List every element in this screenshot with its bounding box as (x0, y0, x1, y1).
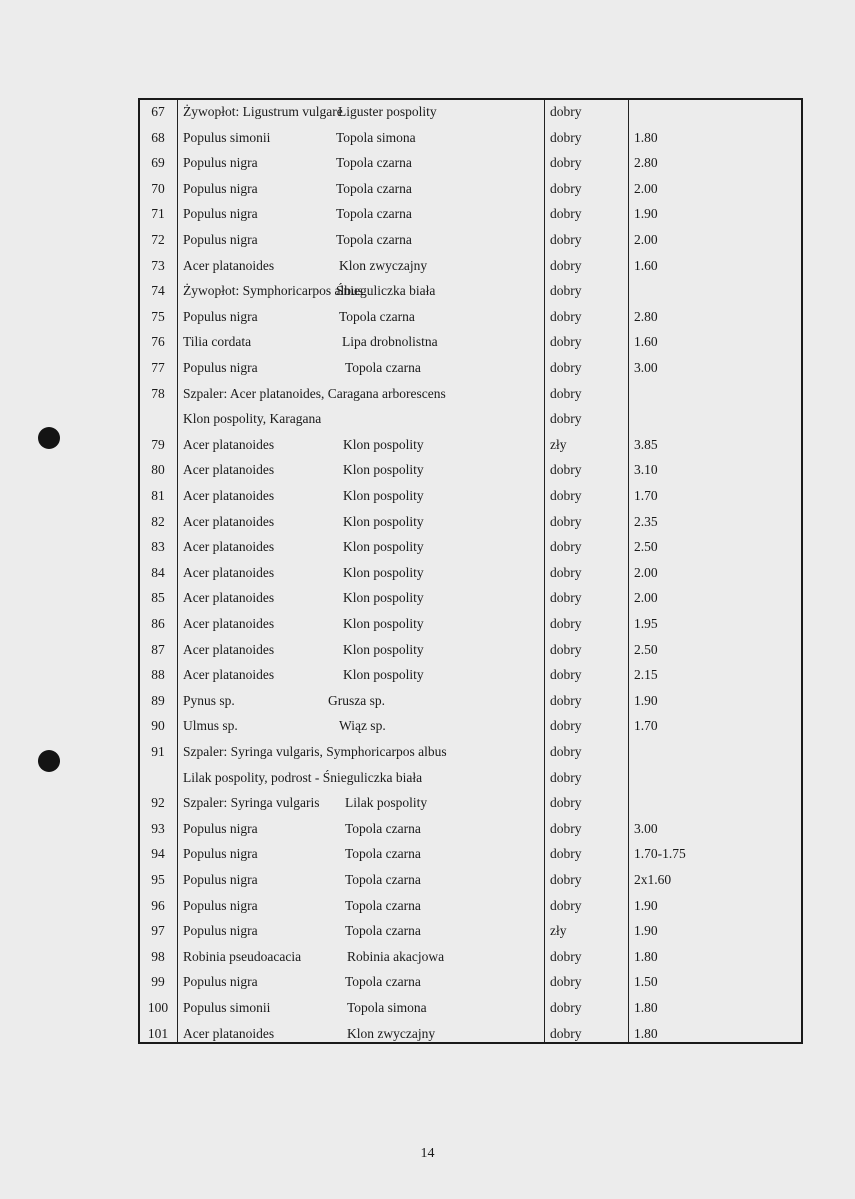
cell-condition: dobry (550, 180, 582, 196)
cell-condition: dobry (550, 411, 582, 427)
cell-latin-name: Klon pospolity, Karagana (183, 411, 322, 427)
cell-size: 1.95 (634, 616, 658, 631)
cell-number: 72 (151, 232, 165, 247)
cell-polish-name: Klon pospolity (343, 564, 424, 580)
cell-polish-name: Śnieguliczka biała (336, 283, 436, 299)
cell-latin-name: Szpaler: Syringa vulgaris, Symphoricarpos albus (183, 744, 447, 759)
cell-polish-name: Topola simona (336, 129, 416, 145)
cell-condition: dobry (550, 897, 582, 913)
table-row (140, 509, 801, 535)
table-row (140, 816, 801, 842)
cell-polish-name: Topola czarna (345, 820, 421, 836)
cell-number: 94 (151, 846, 165, 862)
cell-condition: dobry (550, 155, 582, 171)
table-row (140, 1021, 801, 1047)
cell-latin-name: Acer platanoides (183, 641, 275, 657)
cell-number: 74 (151, 283, 165, 299)
cell-condition: dobry (550, 616, 582, 631)
cell-size: 2.00 (634, 590, 658, 606)
cell-size: 1.80 (634, 948, 658, 964)
cell-polish-name: Topola czarna (336, 180, 412, 196)
table-row (140, 995, 801, 1021)
table-row (140, 227, 801, 253)
cell-size: 2.00 (634, 232, 658, 247)
cell-latin-name: Acer platanoides (183, 462, 275, 478)
cell-number: 71 (151, 206, 165, 222)
cell-condition: dobry (550, 257, 582, 273)
cell-polish-name: Klon pospolity (343, 641, 424, 657)
cell-size: 3.00 (634, 360, 658, 375)
cell-condition: zły (550, 923, 567, 939)
cell-size: 2.15 (634, 667, 658, 683)
cell-number: 79 (151, 436, 165, 452)
cell-number: 68 (151, 129, 165, 145)
cell-number: 82 (151, 513, 165, 529)
cell-condition: dobry (550, 206, 582, 222)
cell-size: 1.60 (634, 334, 658, 350)
cell-number: 78 (151, 385, 165, 401)
cell-condition: dobry (550, 129, 582, 145)
cell-number: 81 (151, 488, 165, 503)
cell-size: 1.70 (634, 718, 658, 734)
cell-latin-name: Acer platanoides (183, 564, 275, 580)
cell-polish-name: Topola czarna (336, 232, 412, 247)
cell-polish-name: Robinia akacjowa (347, 948, 445, 964)
cell-size: 1.70-1.75 (634, 846, 686, 862)
cell-number: 96 (151, 897, 165, 913)
cell-latin-name: Żywopłot: Ligustrum vulgare (183, 104, 343, 119)
cell-latin-name: Acer platanoides (183, 539, 275, 555)
cell-number: 84 (151, 564, 165, 580)
cell-condition: dobry (550, 462, 582, 478)
cell-latin-name: Szpaler: Acer platanoides, Caragana arborescens (183, 385, 446, 401)
cell-number: 77 (151, 360, 165, 375)
cell-condition: dobry (550, 232, 582, 247)
table-row (140, 329, 801, 355)
cell-number: 67 (151, 104, 165, 119)
cell-condition: dobry (550, 744, 582, 759)
cell-polish-name: Topola czarna (345, 846, 421, 862)
cell-latin-name: Szpaler: Syringa vulgaris (183, 795, 320, 811)
cell-size: 2.00 (634, 180, 658, 196)
cell-size: 2.35 (634, 513, 658, 529)
cell-condition: dobry (550, 641, 582, 657)
cell-number: 86 (151, 616, 165, 631)
cell-condition: dobry (550, 539, 582, 555)
cell-number: 85 (151, 590, 165, 606)
cell-condition: dobry (550, 1000, 582, 1015)
table-row (140, 457, 801, 483)
table-row (140, 560, 801, 586)
cell-size: 3.10 (634, 462, 658, 478)
cell-polish-name: Klon pospolity (343, 616, 424, 631)
cell-size: 2.00 (634, 564, 658, 580)
cell-latin-name: Populus nigra (183, 846, 258, 862)
cell-latin-name: Tilia cordata (183, 334, 252, 350)
cell-condition: dobry (550, 385, 582, 401)
cell-polish-name: Klon pospolity (343, 462, 424, 478)
cell-latin-name: Populus nigra (183, 308, 258, 324)
cell-number: 70 (151, 180, 165, 196)
cell-latin-name: Żywopłot: Symphoricarpos albus (183, 283, 363, 299)
cell-number: 73 (151, 257, 165, 273)
cell-condition: zły (550, 436, 567, 452)
cell-condition: dobry (550, 820, 582, 836)
cell-latin-name: Robinia pseudoacacia (183, 948, 302, 964)
cell-condition: dobry (550, 974, 582, 990)
cell-latin-name: Acer platanoides (183, 590, 275, 606)
punch-hole-bottom (38, 750, 60, 772)
table-row (140, 918, 801, 944)
cell-condition: dobry (550, 1025, 582, 1041)
cell-polish-name: Topola czarna (345, 872, 421, 887)
cell-polish-name: Klon pospolity (343, 539, 424, 555)
cell-condition: dobry (550, 795, 582, 811)
cell-polish-name: Klon pospolity (343, 590, 424, 606)
cell-size: 1.70 (634, 488, 658, 503)
table-row (140, 713, 801, 739)
table-row (140, 969, 801, 995)
cell-condition: dobry (550, 360, 582, 375)
cell-condition: dobry (550, 718, 582, 734)
cell-number: 69 (151, 155, 165, 171)
cell-size: 2.50 (634, 539, 658, 555)
cell-size: 2x1.60 (634, 872, 672, 887)
cell-polish-name: Topola czarna (345, 360, 421, 375)
cell-polish-name: Klon pospolity (343, 488, 424, 503)
cell-condition: dobry (550, 308, 582, 324)
cell-polish-name: Lipa drobnolistna (342, 334, 438, 350)
table-row (140, 125, 801, 151)
tree-inventory-table (138, 98, 803, 1044)
cell-number: 91 (151, 744, 165, 759)
table-row (140, 637, 801, 663)
cell-number: 75 (151, 308, 165, 324)
cell-polish-name: Topola czarna (336, 155, 412, 171)
cell-polish-name: Klon pospolity (343, 436, 424, 452)
cell-size: 1.90 (634, 206, 658, 222)
cell-number: 88 (151, 667, 165, 683)
cell-latin-name: Populus nigra (183, 872, 258, 887)
cell-latin-name: Acer platanoides (183, 616, 275, 631)
cell-latin-name: Acer platanoides (183, 513, 275, 529)
cell-number: 90 (151, 718, 165, 734)
cell-size: 2.50 (634, 641, 658, 657)
cell-condition: dobry (550, 104, 582, 119)
table-row (140, 176, 801, 202)
cell-latin-name: Ulmus sp. (183, 718, 238, 734)
cell-polish-name: Grusza sp. (328, 692, 385, 708)
page-number: 14 (420, 1146, 435, 1161)
cell-number: 97 (151, 923, 165, 939)
table-row (140, 611, 801, 637)
cell-latin-name: Populus nigra (183, 923, 258, 939)
cell-latin-name: Populus nigra (183, 232, 258, 247)
cell-latin-name: Populus simonii (183, 1000, 271, 1015)
cell-condition: dobry (550, 513, 582, 529)
cell-size: 1.50 (634, 974, 658, 990)
cell-number: 89 (151, 692, 165, 708)
cell-polish-name: Topola czarna (339, 308, 415, 324)
cell-condition: dobry (550, 334, 582, 350)
table-row (140, 355, 801, 381)
cell-number: 93 (151, 820, 165, 836)
cell-latin-name: Acer platanoides (183, 667, 275, 683)
table-row (140, 944, 801, 970)
table-row (140, 867, 801, 893)
cell-condition: dobry (550, 488, 582, 503)
cell-latin-name: Populus nigra (183, 180, 258, 196)
cell-number: 83 (151, 539, 165, 555)
cell-size: 1.90 (634, 692, 658, 708)
cell-latin-name: Acer platanoides (183, 1025, 275, 1041)
table-row (140, 304, 801, 330)
cell-latin-name: Acer platanoides (183, 488, 275, 503)
cell-polish-name: Liguster pospolity (338, 104, 437, 119)
cell-latin-name: Populus nigra (183, 974, 258, 990)
cell-size: 1.60 (634, 257, 658, 273)
cell-size: 2.80 (634, 308, 658, 324)
cell-latin-name: Acer platanoides (183, 436, 275, 452)
table-row (140, 585, 801, 611)
cell-condition: dobry (550, 564, 582, 580)
table-row (140, 534, 801, 560)
cell-size: 3.85 (634, 436, 658, 452)
table-row (140, 99, 801, 125)
table-row (140, 432, 801, 458)
cell-number: 80 (151, 462, 165, 478)
cell-polish-name: Topola czarna (345, 897, 421, 913)
cell-number: 98 (151, 948, 165, 964)
table-row (140, 150, 801, 176)
cell-latin-name: Populus nigra (183, 206, 258, 222)
cell-number: 101 (147, 1025, 169, 1041)
table-row (140, 739, 801, 765)
table-row (140, 688, 801, 714)
cell-number: 95 (151, 872, 165, 887)
cell-condition: dobry (550, 692, 582, 708)
cell-size: 1.90 (634, 897, 658, 913)
punch-hole-top (38, 427, 60, 449)
cell-condition: dobry (550, 769, 582, 785)
cell-polish-name: Lilak pospolity (345, 795, 428, 811)
table-row (140, 253, 801, 279)
cell-latin-name: Populus nigra (183, 360, 258, 375)
table-row (140, 893, 801, 919)
cell-number: 100 (147, 1000, 169, 1015)
cell-number: 99 (151, 974, 165, 990)
cell-polish-name: Klon pospolity (343, 667, 424, 683)
table-row (140, 406, 801, 432)
cell-condition: dobry (550, 948, 582, 964)
cell-polish-name: Topola simona (347, 1000, 427, 1015)
cell-latin-name: Populus nigra (183, 897, 258, 913)
table-row (140, 765, 801, 791)
cell-condition: dobry (550, 590, 582, 606)
cell-size: 1.80 (634, 1000, 658, 1015)
cell-condition: dobry (550, 872, 582, 887)
table-row (140, 201, 801, 227)
cell-polish-name: Klon zwyczajny (347, 1025, 436, 1041)
cell-condition: dobry (550, 846, 582, 862)
table-row (140, 278, 801, 304)
cell-condition: dobry (550, 667, 582, 683)
table-row (140, 790, 801, 816)
cell-polish-name: Topola czarna (345, 923, 421, 939)
table-row (140, 662, 801, 688)
cell-polish-name: Klon zwyczajny (339, 257, 428, 273)
cell-polish-name: Wiąz sp. (339, 718, 386, 734)
cell-number: 92 (151, 795, 165, 811)
table-row (140, 483, 801, 509)
cell-polish-name: Topola czarna (345, 974, 421, 990)
cell-number: 87 (151, 641, 165, 657)
cell-polish-name: Klon pospolity (343, 513, 424, 529)
cell-latin-name: Populus nigra (183, 820, 258, 836)
cell-size: 2.80 (634, 155, 658, 171)
table-row (140, 841, 801, 867)
cell-number: 76 (151, 334, 165, 350)
cell-latin-name: Populus nigra (183, 155, 258, 171)
cell-size: 1.80 (634, 1025, 658, 1041)
cell-latin-name: Pynus sp. (183, 692, 235, 708)
cell-size: 3.00 (634, 820, 658, 836)
cell-latin-name: Populus simonii (183, 129, 271, 145)
cell-size: 1.90 (634, 923, 658, 939)
cell-polish-name: Topola czarna (336, 206, 412, 222)
cell-condition: dobry (550, 283, 582, 299)
cell-latin-name: Acer platanoides (183, 257, 275, 273)
table-row (140, 381, 801, 407)
cell-latin-name: Lilak pospolity, podrost - Śnieguliczka biała (183, 769, 423, 785)
cell-size: 1.80 (634, 129, 658, 145)
